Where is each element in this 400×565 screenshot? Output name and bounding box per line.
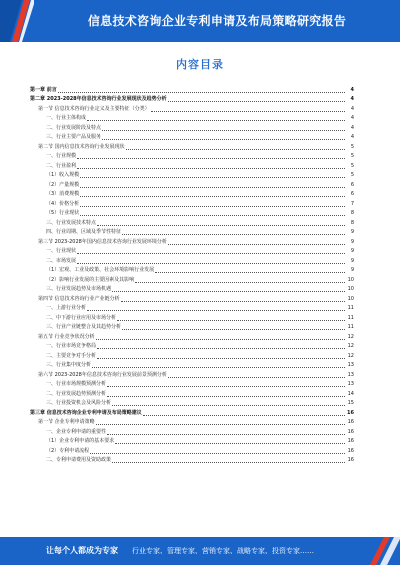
toc-entry-row[interactable] bbox=[30, 198, 354, 208]
toc-page-number: 16 bbox=[347, 447, 354, 454]
toc-entry-row[interactable] bbox=[30, 322, 354, 332]
toc-page-number: 13 bbox=[347, 381, 354, 387]
toc-entry-title: 二、行业发展趋势预测分析 bbox=[46, 390, 107, 397]
toc-leader-dots bbox=[112, 404, 345, 406]
toc-entry-title: （4）价格分析 bbox=[46, 200, 80, 207]
report-title: 信息技术咨询企业专利申请及布局策略研究报告 bbox=[87, 14, 347, 28]
toc-entry-title: 一、行业市场规模预测分析 bbox=[46, 381, 107, 387]
toc-page-number: 9 bbox=[350, 238, 354, 245]
toc-entry-row[interactable] bbox=[30, 388, 354, 398]
toc-entry-title: 第一节 信息技术咨询行业定义及主要特征（分类） bbox=[38, 105, 150, 112]
toc-entry-row[interactable] bbox=[30, 208, 354, 218]
toc-entry-title: 二、专利申请费用及资助政策 bbox=[46, 457, 112, 463]
toc-page-number: 4 bbox=[350, 105, 354, 112]
toc-page-number: 10 bbox=[347, 295, 354, 302]
footer-tagline: 行业专家、管理专家、营销专家、战略专家、投资专家…… bbox=[132, 547, 314, 555]
toc-leader-dots bbox=[97, 224, 345, 226]
report-footer bbox=[0, 537, 400, 565]
toc-entry-title: 第五节 行业竞争状况分析 bbox=[38, 333, 95, 340]
toc-entry-title: 一、行业现状 bbox=[46, 248, 77, 254]
toc-leader-dots bbox=[80, 195, 345, 197]
toc-leader-dots bbox=[80, 186, 345, 188]
toc-leader-dots bbox=[80, 214, 345, 216]
toc-entry-row[interactable] bbox=[30, 293, 354, 303]
toc-page-number: 8 bbox=[350, 219, 354, 226]
toc-page-number: 4 bbox=[350, 134, 354, 140]
toc-leader-dots bbox=[168, 100, 345, 102]
toc-leader-dots bbox=[90, 452, 345, 454]
toc-entry-row[interactable] bbox=[30, 255, 354, 265]
toc-heading: 内容目录 bbox=[176, 58, 224, 71]
toc-page-number: 5 bbox=[350, 172, 354, 178]
toc-leader-dots bbox=[112, 461, 345, 463]
toc-leader-dots bbox=[92, 366, 345, 368]
toc-page-number: 16 bbox=[347, 428, 354, 435]
toc-entry-row[interactable] bbox=[30, 379, 354, 389]
toc-entry-title: 二、行业盈利 bbox=[46, 162, 77, 169]
toc-page-number: 4 bbox=[350, 115, 354, 121]
toc-leader-dots bbox=[107, 395, 345, 397]
toc-entry-row[interactable] bbox=[30, 312, 354, 322]
toc-leader-dots bbox=[77, 157, 345, 159]
toc-entry-title: 第二章 2023-2028年信息技术咨询行业发展现状及趋势分析 bbox=[30, 96, 167, 102]
toc-entry-title: 二、市场发展 bbox=[46, 257, 77, 264]
toc-entry-title: 第三章 信息技术咨询企业专利申请及布局策略建议 bbox=[30, 409, 142, 416]
toc-entry-title: （1）企业专利申请的基本要求 bbox=[46, 438, 115, 444]
toc-entry-title: （1）宏观、工业及政策、社会环境影响行业发展 bbox=[46, 267, 155, 273]
toc-chapter-row[interactable] bbox=[30, 407, 354, 417]
toc-entry-title: 四、行业周期、区域及季节性特征 bbox=[46, 229, 122, 235]
toc-entry-row[interactable] bbox=[30, 417, 354, 427]
table-of-contents bbox=[30, 84, 354, 464]
toc-page-number: 16 bbox=[347, 419, 354, 425]
toc-entry-row[interactable] bbox=[30, 265, 354, 275]
toc-entry-title: 第一节 企业专利申请策略 bbox=[38, 419, 95, 425]
toc-page-number: 11 bbox=[347, 324, 354, 330]
toc-page-number: 11 bbox=[347, 305, 354, 311]
toc-entry-title: 一、行业市场竞争格局 bbox=[46, 343, 97, 349]
toc-entry-row[interactable] bbox=[30, 170, 354, 180]
toc-page-number: 5 bbox=[350, 162, 354, 169]
toc-leader-dots bbox=[112, 290, 345, 292]
toc-leader-dots bbox=[151, 110, 345, 112]
toc-leader-dots bbox=[77, 262, 345, 264]
toc-entry-title: 三、行业集中度分析 bbox=[46, 362, 92, 368]
toc-leader-dots bbox=[77, 252, 345, 254]
toc-page-number: 12 bbox=[347, 333, 354, 340]
toc-entry-row[interactable] bbox=[30, 284, 354, 294]
toc-entry-title: 三、行业产业链整合及其趋势分析 bbox=[46, 324, 122, 330]
toc-entry-row[interactable] bbox=[30, 141, 354, 151]
toc-entry-title: （2）专利申请流程 bbox=[46, 447, 90, 454]
header-stripe-decoration bbox=[0, 0, 34, 42]
toc-entry-title: 一、行业主体构成 bbox=[46, 115, 87, 121]
toc-entry-title: 三、行业主要产品及服务 bbox=[46, 134, 102, 140]
toc-leader-dots bbox=[126, 148, 345, 150]
toc-leader-dots bbox=[135, 281, 345, 283]
toc-entry-row[interactable] bbox=[30, 113, 354, 123]
toc-entry-row[interactable] bbox=[30, 246, 354, 256]
toc-leader-dots bbox=[96, 423, 345, 425]
toc-entry-row[interactable] bbox=[30, 122, 354, 132]
toc-page-number: 12 bbox=[347, 343, 354, 349]
toc-entry-row[interactable] bbox=[30, 132, 354, 142]
footer-stripe-decoration bbox=[340, 537, 400, 565]
toc-leader-dots bbox=[168, 376, 345, 378]
toc-leader-dots bbox=[87, 309, 345, 311]
toc-leader-dots bbox=[155, 271, 345, 273]
toc-page-number: 10 bbox=[347, 276, 354, 283]
toc-leader-dots bbox=[58, 91, 345, 93]
toc-entry-title: 第二节 国内信息技术咨询行业发展现状 bbox=[38, 143, 125, 150]
toc-chapter-row[interactable] bbox=[30, 94, 354, 104]
toc-page-number: 11 bbox=[347, 314, 354, 321]
toc-entry-row[interactable] bbox=[30, 398, 354, 408]
toc-leader-dots bbox=[121, 300, 345, 302]
toc-entry-row[interactable] bbox=[30, 274, 354, 284]
toc-page-number: 8 bbox=[350, 210, 354, 216]
toc-leader-dots bbox=[143, 414, 345, 416]
toc-entry-title: 一、上游行业分析 bbox=[46, 305, 87, 311]
toc-entry-title: 三、行业发展趋势及市场机遇 bbox=[46, 286, 112, 292]
toc-page-number: 9 bbox=[350, 267, 354, 273]
toc-entry-row[interactable] bbox=[30, 160, 354, 170]
toc-leader-dots bbox=[168, 243, 345, 245]
toc-entry-title: 三、行业发展技术特点 bbox=[46, 219, 97, 226]
toc-leader-dots bbox=[80, 176, 345, 178]
toc-entry-title: （1）收入规模 bbox=[46, 172, 80, 178]
toc-leader-dots bbox=[96, 338, 345, 340]
toc-entry-title: 第一章 前言 bbox=[30, 86, 57, 93]
toc-entry-title: 一、行业规模 bbox=[46, 153, 77, 159]
toc-entry-row[interactable] bbox=[30, 350, 354, 360]
toc-entry-title: （2）产量规模 bbox=[46, 181, 80, 188]
toc-leader-dots bbox=[102, 129, 345, 131]
toc-entry-title: 二、主要竞争对手分析 bbox=[46, 352, 97, 359]
report-header bbox=[0, 0, 400, 42]
toc-page-number: 9 bbox=[350, 257, 354, 264]
toc-leader-dots bbox=[80, 205, 345, 207]
toc-leader-dots bbox=[107, 385, 345, 387]
toc-page-number: 13 bbox=[347, 371, 354, 378]
toc-page-number: 4 bbox=[350, 96, 354, 102]
toc-entry-title: 第六节 2023-2028年信息技术咨询行业发展前景预测分析 bbox=[38, 371, 167, 378]
toc-page-number: 5 bbox=[350, 153, 354, 159]
toc-page-number: 12 bbox=[347, 352, 354, 359]
toc-page-number: 4 bbox=[350, 124, 354, 131]
footer-slogan: 让每个人都成为专家 bbox=[46, 546, 118, 555]
toc-page-number: 4 bbox=[350, 86, 354, 93]
toc-page-number: 14 bbox=[347, 390, 354, 397]
toc-entry-row[interactable] bbox=[30, 341, 354, 351]
toc-leader-dots bbox=[102, 138, 345, 140]
toc-leader-dots bbox=[117, 319, 345, 321]
toc-entry-row[interactable] bbox=[30, 151, 354, 161]
toc-entry-row[interactable] bbox=[30, 426, 354, 436]
toc-entry-title: 二、中下游行业应用及市场分析 bbox=[46, 314, 117, 321]
toc-entry-row[interactable] bbox=[30, 236, 354, 246]
toc-leader-dots bbox=[115, 442, 345, 444]
toc-entry-title: （3）消费规模 bbox=[46, 191, 80, 197]
toc-page-number: 15 bbox=[347, 400, 354, 406]
toc-entry-row[interactable] bbox=[30, 369, 354, 379]
toc-page-number: 9 bbox=[350, 248, 354, 254]
toc-page-number: 10 bbox=[347, 286, 354, 292]
toc-leader-dots bbox=[77, 167, 345, 169]
toc-entry-row[interactable] bbox=[30, 445, 354, 455]
toc-entry-row[interactable] bbox=[30, 179, 354, 189]
toc-chapter-row[interactable] bbox=[30, 84, 354, 94]
toc-leader-dots bbox=[97, 357, 345, 359]
toc-entry-row[interactable] bbox=[30, 303, 354, 313]
toc-page-number: 5 bbox=[350, 143, 354, 150]
toc-page-number: 16 bbox=[347, 457, 354, 463]
toc-entry-title: 第四节 信息技术咨询行业产业链分析 bbox=[38, 295, 120, 302]
toc-entry-row[interactable] bbox=[30, 227, 354, 237]
toc-page-number: 16 bbox=[347, 438, 354, 444]
toc-page-number: 7 bbox=[350, 200, 354, 207]
toc-leader-dots bbox=[107, 433, 345, 435]
toc-entry-row[interactable] bbox=[30, 331, 354, 341]
toc-leader-dots bbox=[97, 347, 345, 349]
toc-entry-title: （5）行业现状 bbox=[46, 210, 80, 216]
toc-entry-title: （2）影响行业发展的主要因素及其影响 bbox=[46, 276, 135, 283]
toc-entry-row[interactable] bbox=[30, 455, 354, 465]
toc-entry-row[interactable] bbox=[30, 189, 354, 199]
toc-entry-title: 三、行业投资机会及风险分析 bbox=[46, 400, 112, 406]
toc-entry-title: 一、企业专利申请的重要性 bbox=[46, 428, 107, 435]
toc-leader-dots bbox=[122, 328, 345, 330]
toc-leader-dots bbox=[122, 233, 345, 235]
toc-page-number: 6 bbox=[350, 181, 354, 188]
toc-entry-row[interactable] bbox=[30, 217, 354, 227]
toc-entry-row[interactable] bbox=[30, 436, 354, 446]
toc-entry-row[interactable] bbox=[30, 360, 354, 370]
toc-page-number: 6 bbox=[350, 191, 354, 197]
toc-page-number: 9 bbox=[350, 229, 354, 235]
toc-page-number: 16 bbox=[347, 409, 354, 416]
toc-page-number: 13 bbox=[347, 362, 354, 368]
toc-entry-title: 二、行业发展阶段及特点 bbox=[46, 124, 102, 131]
toc-entry-title: 第三节 2023-2028年国内信息技术咨询行业发展环境分析 bbox=[38, 238, 167, 245]
toc-entry-row[interactable] bbox=[30, 103, 354, 113]
toc-leader-dots bbox=[87, 119, 345, 121]
